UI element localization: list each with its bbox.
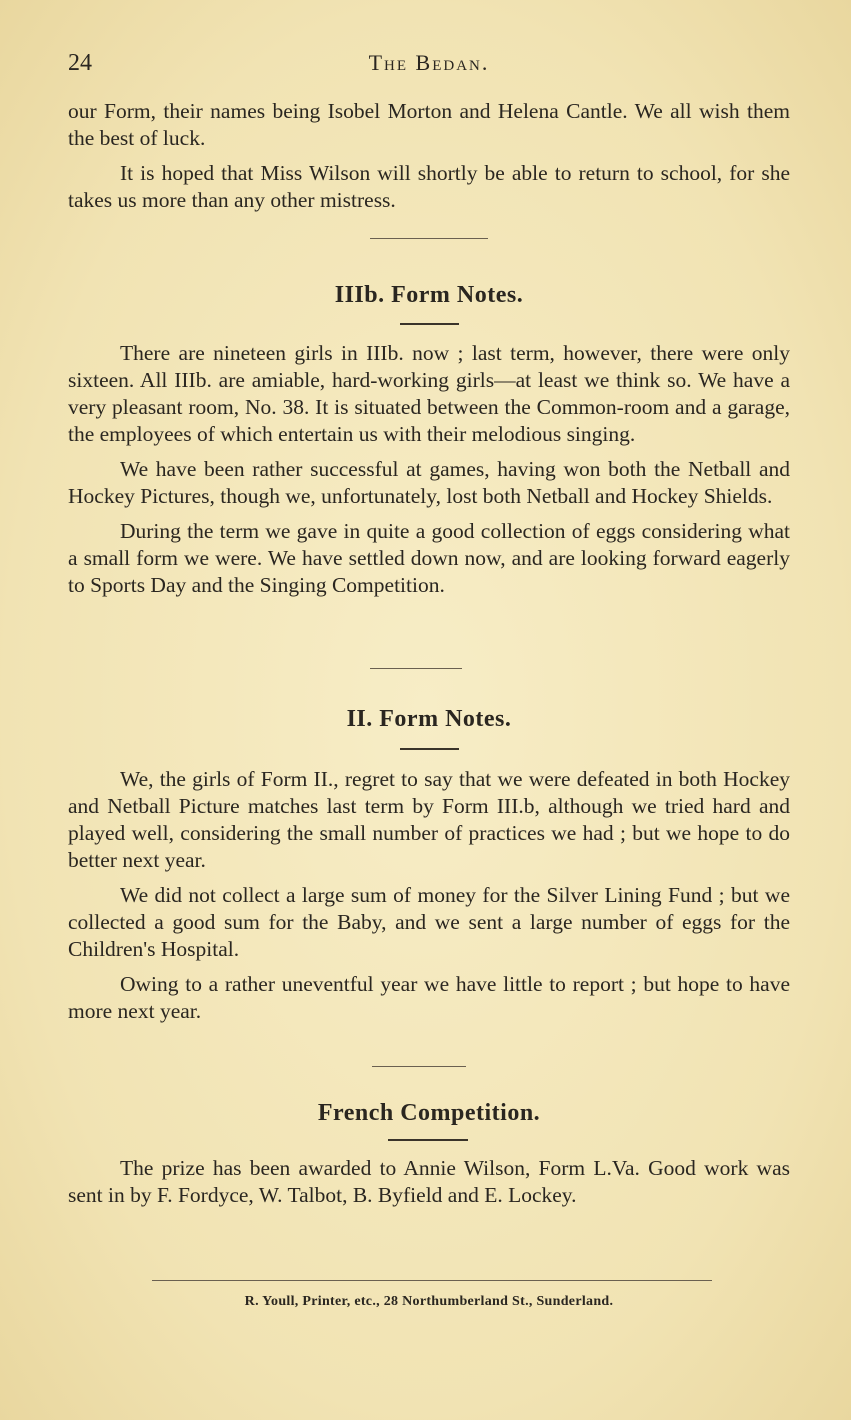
heading-underline	[400, 323, 459, 325]
section-paragraph: The prize has been awarded to Annie Wilson, Form L.Va. Good work was sent in by F. Fordyce, W. Talbot, B. Byfield and E. Lockey.	[68, 1156, 790, 1207]
printer-imprint: R. Youll, Printer, etc., 28 Northumberland St., Sunderland.	[244, 1294, 614, 1309]
page-header	[68, 50, 790, 80]
section-divider	[372, 1066, 466, 1067]
section-heading-iiib: IIIb. Form Notes.	[334, 282, 524, 308]
section-body-french	[68, 1155, 790, 1209]
section-body-ii	[68, 766, 790, 1025]
running-title: The Bedan.	[368, 50, 490, 75]
section-paragraph: We did not collect a large sum of money for the Silver Lining Fund ; but we collected a good sum for the Baby, and we sent a large number of eggs for the Children's Hospital.	[68, 883, 790, 961]
section-paragraph: There are nineteen girls in IIIb. now ; last term, however, there were only sixteen. All IIIb. are amiable, hard-working girls—at least we think so. We have a very pleasant room, No. 38. It is situated between the Common-room and a garage, the employees of which entertain us with their melodious singing.	[68, 341, 790, 446]
section-paragraph: Owing to a rather uneventful year we have little to report ; but hope to have more next year.	[68, 972, 790, 1023]
section-body-iiib	[68, 340, 790, 599]
section-divider	[370, 238, 488, 239]
section-paragraph: We have been rather successful at games, having won both the Netball and Hockey Pictures, though we, unfortunately, lost both Netball and Hockey Shields.	[68, 457, 790, 508]
section-paragraph: We, the girls of Form II., regret to say that we were defeated in both Hockey and Netball Picture matches last term by Form III.b, although we tried hard and played well, considering the small number of practices we had ; but we hope to do better next year.	[68, 767, 790, 872]
intro-paragraph: our Form, their names being Isobel Morton and Helena Cantle. We all wish them the best of luck.	[68, 99, 790, 150]
heading-underline	[400, 748, 459, 750]
page-number: 24	[68, 50, 92, 76]
section-heading-ii: II. Form Notes.	[346, 706, 512, 732]
section-heading-french: French Competition.	[317, 1100, 541, 1126]
section-divider	[370, 668, 462, 669]
heading-underline	[388, 1139, 468, 1141]
intro-text	[68, 98, 790, 214]
section-paragraph: During the term we gave in quite a good collection of eggs considering what a small form we were. We have settled down now, and are looking forward eagerly to Sports Day and the Singing Competition.	[68, 519, 790, 597]
footer-rule	[152, 1280, 712, 1281]
intro-paragraph: It is hoped that Miss Wilson will shortly be able to return to school, for she takes us more than any other mistress.	[68, 161, 790, 212]
